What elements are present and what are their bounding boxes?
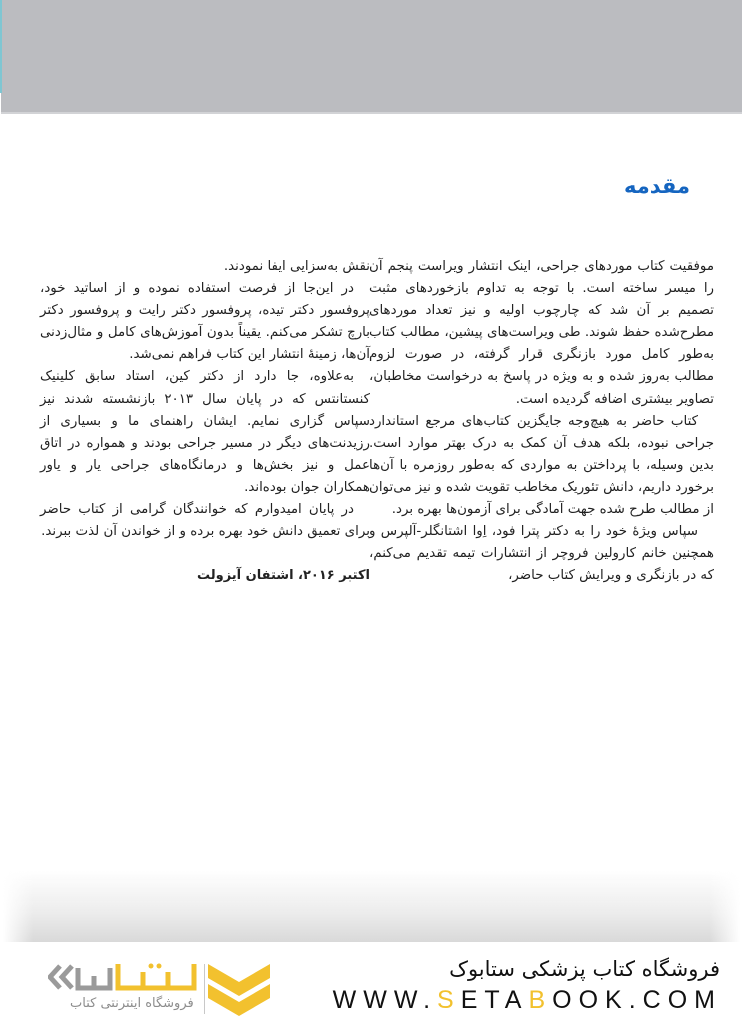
header-band: [1, 0, 742, 114]
store-logo[interactable]: [30, 958, 280, 1018]
paragraph: در این‌جا از فرصت استفاده نموده و از اساتید خود، پروفسور دکتر تیده، پروفسور دکتر رایت و پروفسور دکتر بارچ تشکر می‌کنم. یقیناً بدون آموزش‌های کامل و مثال‌زدنی آن‌ها، زمینهٔ انتشار این کتاب فراهم نمی‌شد.: [40, 281, 370, 363]
logo-wordmark-icon: [48, 960, 198, 994]
page-title: مقدمه: [624, 174, 690, 198]
url-part: OOK.COM: [552, 986, 722, 1014]
paragraph: کتاب حاضر به هیچ‌وجه جایگزین کتاب‌های مرجع استاندارد جراحی نبوده، بلکه هدف آن کمک به درک بهتر موارد است. بدین وسیله، با پرداختن به مواردی که به‌طور روزمره با آن‌ها برخورد داریم، دانش تئوریک مخاطب تقویت شده و نیز می‌توان از مطالب طرح شده جهت آمادگی برای آزمون‌ها بهره برد.: [369, 413, 714, 518]
url-part-highlight: B: [528, 986, 553, 1014]
paragraph: در پایان امیدوارم که خوانندگان گرامی از کتاب حاضر برای تعمیق دانش خود بهره برده و از خواندن آن لذت ببرند.: [40, 502, 370, 540]
paragraph: سپاس ویژهٔ خود را به دکتر پترا فود، اِوا اشتانگلر-آلپرس و همچنین خانم کارولین فروچر از انتشارات تیمه تقدیم می‌کنم، که در بازنگری و ویرایش کتاب حاضر،: [369, 524, 714, 584]
text-column-left: [40, 256, 370, 587]
signature: اکتبر ۲۰۱۶، اشتفان آیزولت: [196, 568, 370, 584]
text-column-right: [369, 256, 714, 587]
chevron-stack-logo-icon: [208, 960, 270, 1016]
store-url-link[interactable]: [333, 986, 722, 1015]
url-part: ETA: [460, 986, 529, 1014]
logo-subtitle: فروشگاه اینترنتی کتاب: [70, 996, 194, 1011]
paragraph: نقش به‌سزایی ایفا نمودند.: [223, 259, 370, 274]
store-title: فروشگاه کتاب پزشکی ستابوک: [449, 957, 720, 981]
url-part: WWW.: [332, 986, 438, 1014]
logo-divider: [204, 964, 205, 1014]
paragraph: به‌علاوه، جا دارد از دکتر کین، استاد سابق کلینیک کنستانتس که در پایان سال ۲۰۱۳ بازنشسته شدند نیز سپاس گزاری نمایم. ایشان راهنمای ما و بسیاری از رزیدنت‌های دیگر در مسیر جراحی بودند و همواره در اتاق عمل و نیز بخش‌ها و درمانگاه‌های جراحی یار و یاور همکاران جوان بوده‌اند.: [40, 369, 370, 495]
paragraph: موفقیت کتاب موردهای جراحی، اینک انتشار ویراست پنجم آن را میسر ساخته است. با توجه به تداوم بازخوردهای مثبت تصمیم بر آن شد که چارچوب اولیه و نیز تعداد موردهای مطرح‌شده حفظ شوند. طی ویراست‌های پیشین، مطالب کتاب به‌طور کامل مورد بازنگری قرار گرفته، در صورت لزوم مطالب به‌روز شده و به ویژه در پاسخ به درخواست مخاطبان، تصاویر بیشتری اضافه گردیده است.: [369, 259, 714, 407]
url-part-highlight: S: [437, 986, 461, 1014]
footer-fade: [3, 870, 740, 942]
page-edge-strip: [0, 0, 2, 93]
